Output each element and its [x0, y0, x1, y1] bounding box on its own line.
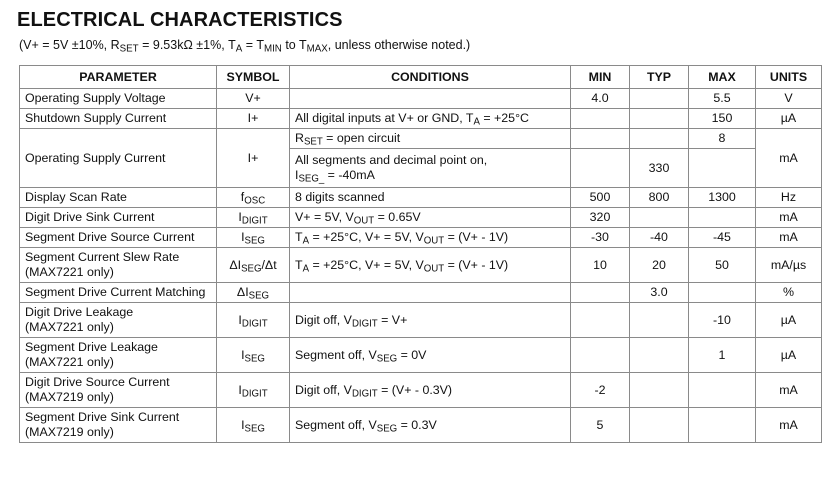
symbol-cell: V+ — [217, 89, 290, 109]
header-symbol: SYMBOL — [217, 66, 290, 89]
min-cell: 500 — [571, 188, 630, 208]
cond-sub: DIGIT — [351, 317, 378, 329]
typ-cell: 20 — [630, 248, 689, 283]
table-row — [20, 373, 822, 408]
sym-text: I — [241, 347, 245, 362]
conditions-cell — [290, 283, 571, 303]
symbol-cell — [217, 188, 290, 208]
sym-sub: DIGIT — [241, 387, 268, 399]
cond-text: = (V+ - 0.3V) — [377, 382, 453, 397]
note-sub: A — [235, 43, 243, 55]
table-row — [20, 303, 822, 338]
parameter-cell: Segment Drive Current Matching — [20, 283, 217, 303]
table-row — [20, 228, 822, 248]
max-cell: 1 — [689, 338, 756, 373]
units-cell: µA — [756, 338, 822, 373]
typ-cell — [630, 129, 689, 149]
typ-cell — [630, 109, 689, 129]
table-row — [20, 408, 822, 443]
parameter-cell — [20, 338, 217, 373]
note-text: (V+ = 5V ±10%, R — [19, 38, 120, 52]
min-cell: 320 — [571, 208, 630, 228]
header-typ: TYP — [630, 66, 689, 89]
cond-sub: A — [302, 262, 310, 274]
units-cell: mA — [756, 228, 822, 248]
cond-sub: SEG_ — [298, 173, 325, 185]
units-cell: mA — [756, 408, 822, 443]
max-cell — [689, 149, 756, 188]
sym-sub: OSC — [244, 195, 266, 207]
cond-text: T — [295, 257, 303, 272]
sym-sub: SEG — [244, 422, 265, 434]
max-cell — [689, 208, 756, 228]
conditions-cell — [290, 408, 571, 443]
cond-text: Segment off, V — [295, 417, 377, 432]
table-row — [20, 89, 822, 109]
conditions-cell — [290, 89, 571, 109]
min-cell: 4.0 — [571, 89, 630, 109]
units-cell: Hz — [756, 188, 822, 208]
cond-sub: SEG — [376, 352, 398, 364]
sym-text: ΔI — [229, 257, 242, 272]
max-cell: 1300 — [689, 188, 756, 208]
note-text: = T — [242, 38, 264, 52]
cond-text: = +25°C, V+ = 5V, V — [309, 230, 424, 244]
parameter-cell: Operating Supply Voltage — [20, 89, 217, 109]
max-cell: 8 — [689, 129, 756, 149]
conditions-cell: 8 digits scanned — [290, 188, 571, 208]
cond-text: = 0.65V — [374, 210, 421, 224]
conditions-cell — [290, 208, 571, 228]
cond-line: All segments and decimal point on, — [295, 153, 488, 167]
sym-text: I — [241, 230, 245, 244]
parameter-cell: Digit Drive Sink Current — [20, 208, 217, 228]
cond-text: = (V+ - 1V) — [444, 230, 509, 244]
units-cell: mA/µs — [756, 248, 822, 283]
typ-cell: -40 — [630, 228, 689, 248]
cond-text: I — [295, 168, 299, 182]
conditions-cell — [290, 109, 571, 129]
max-cell — [689, 283, 756, 303]
parameter-cell: Display Scan Rate — [20, 188, 217, 208]
min-cell — [571, 109, 630, 129]
max-cell: -10 — [689, 303, 756, 338]
typ-cell — [630, 373, 689, 408]
cond-sub: OUT — [423, 262, 445, 274]
param-line: Segment Current Slew Rate — [25, 250, 180, 264]
note-sub: SET — [119, 43, 139, 55]
header-conditions: CONDITIONS — [290, 66, 571, 89]
typ-cell: 3.0 — [630, 283, 689, 303]
max-cell — [689, 373, 756, 408]
sym-text: I — [238, 312, 242, 327]
cond-text: = 0.3V — [397, 417, 437, 432]
conditions-cell — [290, 373, 571, 408]
param-line: (MAX7221 only) — [25, 265, 114, 279]
cond-sub: A — [473, 116, 480, 128]
min-cell — [571, 303, 630, 338]
electrical-characteristics-table — [19, 65, 822, 443]
table-header-row — [20, 66, 822, 89]
cond-sub: DIGIT — [351, 387, 378, 399]
cond-sub: SET — [303, 136, 323, 148]
note-text: , unless otherwise noted.) — [327, 38, 471, 52]
cond-text: T — [295, 230, 303, 244]
parameter-cell — [20, 248, 217, 283]
min-cell: -2 — [571, 373, 630, 408]
typ-cell — [630, 89, 689, 109]
note-text: to T — [281, 38, 307, 52]
sym-text: f — [240, 190, 245, 204]
param-line: Digit Drive Leakage — [25, 305, 134, 319]
param-line: (MAX7221 only) — [25, 355, 114, 369]
units-cell: mA — [756, 373, 822, 408]
units-cell: µA — [756, 109, 822, 129]
typ-cell: 800 — [630, 188, 689, 208]
units-cell: µA — [756, 303, 822, 338]
min-cell — [571, 129, 630, 149]
cond-sub: SEG — [376, 422, 398, 434]
note-sub: MAX — [306, 43, 328, 55]
sym-sub: SEG — [244, 235, 265, 247]
parameter-cell: Segment Drive Source Current — [20, 228, 217, 248]
sym-text: /Δt — [261, 257, 277, 272]
symbol-cell — [217, 303, 290, 338]
param-line: Digit Drive Source Current — [25, 375, 170, 389]
sym-text: I — [238, 382, 242, 397]
cond-text: = V+ — [377, 312, 408, 327]
sym-sub: DIGIT — [241, 317, 268, 329]
symbol-cell — [217, 283, 290, 303]
parameter-cell — [20, 303, 217, 338]
header-units: UNITS — [756, 66, 822, 89]
header-parameter: PARAMETER — [20, 66, 217, 89]
symbol-cell — [217, 208, 290, 228]
min-cell — [571, 338, 630, 373]
cond-text: V+ = 5V, V — [295, 210, 354, 224]
cond-text: Digit off, V — [295, 382, 352, 397]
units-cell: % — [756, 283, 822, 303]
cond-text: = +25°C, V+ = 5V, V — [309, 257, 424, 272]
max-cell: 50 — [689, 248, 756, 283]
typ-cell — [630, 408, 689, 443]
sym-text: I — [238, 210, 242, 224]
table-row — [20, 188, 822, 208]
conditions-cell — [290, 303, 571, 338]
cond-text: = -40mA — [324, 168, 375, 182]
min-cell — [571, 149, 630, 188]
note-sub: MIN — [263, 43, 282, 55]
symbol-cell — [217, 228, 290, 248]
table-row — [20, 129, 822, 149]
cond-text: = (V+ - 1V) — [444, 257, 509, 272]
table-row — [20, 248, 822, 283]
sym-text: ΔI — [236, 285, 249, 299]
units-cell: mA — [756, 129, 822, 188]
cond-text: = +25°C — [479, 111, 529, 125]
symbol-cell: I+ — [217, 109, 290, 129]
cond-line — [295, 168, 565, 183]
cond-sub: A — [302, 235, 310, 247]
cond-text: = open circuit — [322, 131, 401, 145]
conditions-cell — [290, 338, 571, 373]
min-cell: -30 — [571, 228, 630, 248]
param-line: (MAX7219 only) — [25, 425, 114, 439]
sym-text: I — [241, 417, 245, 432]
conditions-cell — [290, 248, 571, 283]
typ-cell: 330 — [630, 149, 689, 188]
parameter-cell: Shutdown Supply Current — [20, 109, 217, 129]
table-row — [20, 208, 822, 228]
units-cell: mA — [756, 208, 822, 228]
test-conditions-note — [19, 38, 471, 55]
cond-sub: OUT — [353, 215, 375, 227]
max-cell: -45 — [689, 228, 756, 248]
table-row — [20, 338, 822, 373]
symbol-cell — [217, 338, 290, 373]
typ-cell — [630, 208, 689, 228]
sym-sub: SEG — [244, 352, 265, 364]
note-text: = 9.53kΩ ±1%, T — [138, 38, 236, 52]
symbol-cell — [217, 248, 290, 283]
conditions-cell — [290, 228, 571, 248]
parameter-cell — [20, 408, 217, 443]
symbol-cell: I+ — [217, 129, 290, 188]
cond-text: = 0V — [397, 347, 427, 362]
cond-text: Segment off, V — [295, 347, 377, 362]
param-line: (MAX7221 only) — [25, 320, 114, 334]
param-line: Segment Drive Sink Current — [25, 410, 180, 424]
max-cell: 150 — [689, 109, 756, 129]
conditions-cell — [290, 129, 571, 149]
max-cell: 5.5 — [689, 89, 756, 109]
typ-cell — [630, 303, 689, 338]
sym-sub: SEG — [248, 290, 270, 302]
cond-text: Digit off, V — [295, 312, 352, 327]
param-line: (MAX7219 only) — [25, 390, 114, 404]
units-cell: V — [756, 89, 822, 109]
min-cell: 10 — [571, 248, 630, 283]
header-max: MAX — [689, 66, 756, 89]
symbol-cell — [217, 373, 290, 408]
max-cell — [689, 408, 756, 443]
sym-sub: SEG — [241, 262, 262, 274]
typ-cell — [630, 338, 689, 373]
parameter-cell — [20, 373, 217, 408]
min-cell: 5 — [571, 408, 630, 443]
symbol-cell — [217, 408, 290, 443]
page-title: ELECTRICAL CHARACTERISTICS — [17, 9, 343, 31]
cond-text: All digital inputs at V+ or GND, T — [295, 111, 474, 125]
table-row — [20, 109, 822, 129]
param-line: Segment Drive Leakage — [25, 340, 158, 354]
conditions-cell — [290, 149, 571, 188]
table-row — [20, 283, 822, 303]
header-min: MIN — [571, 66, 630, 89]
min-cell — [571, 283, 630, 303]
cond-text: R — [295, 131, 304, 145]
sym-sub: DIGIT — [241, 215, 268, 227]
cond-sub: OUT — [423, 235, 445, 247]
parameter-cell: Operating Supply Current — [20, 129, 217, 188]
